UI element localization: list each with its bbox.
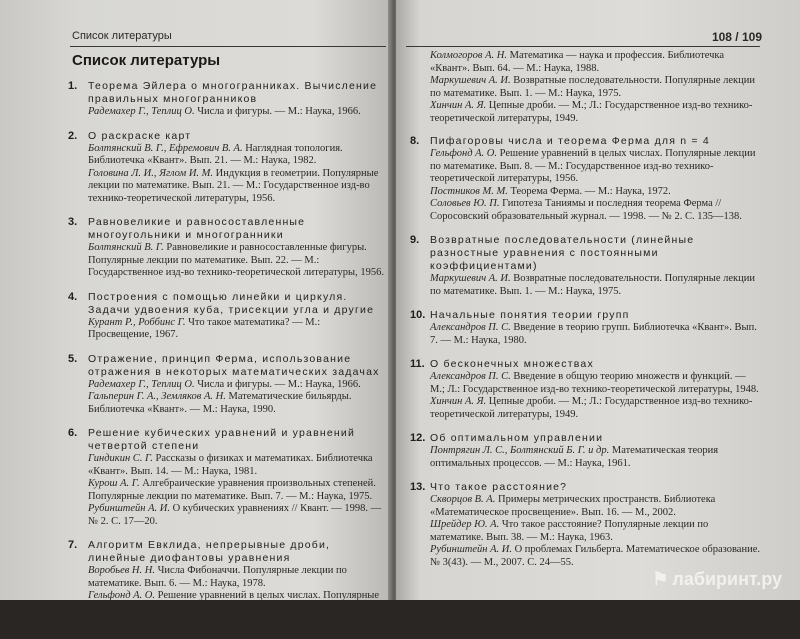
entry-topic: Отражение, принцип Ферма, использование отражения в некоторых математических задачах <box>88 352 380 378</box>
reference <box>430 273 762 298</box>
reference <box>430 322 762 347</box>
bibliography-entry <box>410 481 762 569</box>
reference-text: Возвратные последовательности. Популярные лекции по математике. Вып. 1. — М.: Наука, 1975. <box>430 273 756 297</box>
entry-topic: Что такое расстояние? <box>430 481 568 493</box>
reference-text: Математические бильярды. Библиотечка «Квант». — М.: Наука, 1990. <box>88 391 352 415</box>
reference-author: Рубинштейн А. И. <box>430 544 512 555</box>
entry-topic: Алгоритм Евклида, непрерывные дроби, линейные диофантовы уравнения <box>88 539 331 564</box>
entry-number: 10. <box>410 309 426 321</box>
header-rule <box>406 46 760 47</box>
reference-text: Решение уравнений в целых числах. Популярные лекции по математике. Вып. 8. — М.: Государственное изд-во технико-теоретической литературы, 1956. <box>88 590 380 626</box>
reference-text: О кубических уравнениях // Квант. — 1998. — № 2. С. 17—20. <box>88 503 382 527</box>
reference <box>88 478 386 503</box>
entries-group <box>410 135 762 569</box>
reference-text: Алгебраические уравнения произвольных степеней. Популярные лекции по математике. Вып. 7. — М.: Наука, 1975. <box>88 478 376 502</box>
entry-number: 8. <box>410 135 420 147</box>
bibliography-entry <box>410 432 762 470</box>
entry-number: 13. <box>410 481 426 493</box>
reference-text: Возвратные последовательности. Популярные лекции по математике. Вып. 1. — М.: Наука, 1975. <box>430 75 756 99</box>
reference-author: Радемахер Г., Теплиц О. <box>88 106 195 117</box>
reference-text: Числа и фигуры. — М.: Наука, 1966. <box>194 378 361 390</box>
reference <box>88 317 386 342</box>
entry-topic: Начальные понятия теории групп <box>430 309 630 321</box>
reference-author: Скворцов В. А. <box>430 494 496 505</box>
reference <box>88 453 386 478</box>
reference-author: Понтрягин Л. С., Болтянский Б. Г. и др. <box>430 445 610 456</box>
reference-text: Равновеликие и равносоставленные фигуры. Популярные лекции по математике. Вып. 22. — М.: Государственное изд-во технико-теоретической литературы, 1956. <box>88 242 384 278</box>
reference-author: Гельфонд А. О. <box>430 148 497 159</box>
bibliography-entry <box>410 309 762 347</box>
reference-author: Головина Л. И., Яглом И. М. <box>88 167 214 179</box>
reference-author: Соловьев Ю. П. <box>430 198 500 209</box>
reference <box>88 168 386 206</box>
reference <box>88 106 386 119</box>
bibliography-list <box>68 80 386 639</box>
reference <box>430 148 762 186</box>
reference-author: Маркушевич А. И. <box>430 75 511 86</box>
entry-topic: О раскраске карт <box>88 129 192 142</box>
reference-text: Наглядная топология. Библиотечка «Квант». Вып. 21. — М.: Наука, 1982. <box>88 142 343 166</box>
bibliography-entry <box>410 358 762 421</box>
reference-author: Александров П. С. <box>430 371 511 382</box>
reference-text: Что такое математика? — М.: Просвещение, 1967. <box>88 316 321 340</box>
reference <box>430 198 762 223</box>
reference-text: Гипотеза Таниямы и последняя теорема Ферма // Соросовский образовательный журнал. — 1998. — № 2. С. 135—138. <box>430 198 742 222</box>
entry-number: 2. <box>68 129 78 142</box>
left-page <box>0 0 392 626</box>
reference-author: Колмогоров А. Н. <box>430 50 507 61</box>
entry-number: 7. <box>68 539 78 551</box>
entry-topic: Теорема Эйлера о многогранниках. Вычисление правильных многогранников <box>88 80 378 105</box>
reference-author: Александров П. С. <box>430 322 511 333</box>
reference <box>430 445 762 470</box>
entry-topic: О бесконечных множествах <box>430 358 594 370</box>
section-title: Список литературы <box>72 52 221 69</box>
watermark <box>652 569 782 590</box>
reference <box>430 100 762 125</box>
reference <box>88 565 386 590</box>
reference-author: Болтянский В. Г. <box>88 242 164 253</box>
page-numbers: 108 / 109 <box>711 30 762 44</box>
reference-text: Рассказы о физиках и математиках. Библиотечка «Квант». Вып. 14. — М.: Наука, 1981. <box>88 453 373 477</box>
header-rule <box>70 46 386 47</box>
reference <box>430 519 762 544</box>
watermark-text: лабиринт.ру <box>672 569 782 589</box>
reference-text: Введение в теорию групп. Библиотечка «Квант». Вып. 7. — М.: Наука, 1980. <box>430 322 757 346</box>
entry-number: 1. <box>68 80 78 92</box>
reference-author: Гельфонд А. О. <box>88 590 155 601</box>
reference-text: Математическая теория оптимальных процессов. — М.: Наука, 1961. <box>430 445 719 469</box>
reference <box>88 503 386 528</box>
reference-text: Числа Фибоначчи. Популярные лекции по математике. Вып. 6. — М.: Наука, 1978. <box>88 565 347 589</box>
reference <box>88 391 386 416</box>
reference-author: Маркушевич А. И. <box>430 273 511 284</box>
entry-topic: Об оптимальном управлении <box>430 432 604 444</box>
reference-author: Гиндикин С. Г. <box>88 453 153 464</box>
reference <box>88 143 386 168</box>
label-icon: ⚑ <box>652 569 669 589</box>
reference-author: Хинчин А. Я. <box>430 100 487 111</box>
reference-author: Рубинштейн А. И. <box>88 503 170 514</box>
reference-text: Математика — наука и профессия. Библиотечка «Квант». Вып. 64. — М.: Наука, 1988. <box>430 50 725 74</box>
entry-number: 4. <box>68 290 78 303</box>
reference <box>430 371 762 396</box>
bibliography-entry <box>68 353 386 417</box>
right-page <box>396 0 800 600</box>
continued-entry <box>410 50 762 125</box>
reference <box>88 590 386 628</box>
reference-author: Хинчин А. Я. <box>430 396 487 407</box>
bibliography-entry <box>410 234 762 298</box>
bibliography-entry <box>68 539 386 628</box>
reference-author: Воробьев Н. Н. <box>88 565 155 576</box>
reference <box>430 50 762 75</box>
reference-author: Болтянский В. Г., Ефремович В. А. <box>88 142 243 154</box>
reference <box>430 396 762 421</box>
reference <box>88 242 386 280</box>
reference-text: Индукция в геометрии. Популярные лекции по математике. Вып. 21. — М.: Государственное изд-во технико-теоретической литературы, 1956. <box>88 167 379 204</box>
running-head: Список литературы <box>72 30 172 42</box>
reference <box>430 494 762 519</box>
reference-author: Курант Р., Роббинс Г. <box>88 316 186 328</box>
entry-topic: Равновеликие и равносоставленные многоугольники и многогранники <box>88 216 306 241</box>
reference-text: Цепные дроби. — М.; Л.: Государственное изд-во технико-теоретической литературы, 1949. <box>430 100 753 124</box>
reference-author: Радемахер Г., Теплиц О. <box>88 378 195 390</box>
reference-author: Постников М. М. <box>430 185 508 197</box>
bibliography-entry <box>68 130 386 206</box>
entry-number: 9. <box>410 234 420 246</box>
reference-text: Числа и фигуры. — М.: Наука, 1966. <box>194 106 361 117</box>
bibliography-entry <box>68 80 386 119</box>
reference <box>430 186 762 199</box>
reference-text: О проблемах Гильберта. Математическое образование. № 3(43). — М., 2007. С. 24—55. <box>430 544 760 568</box>
reference-text: Введение в общую теорию множеств и функций. — М.; Л.: Государственное изд-во технико-теоретической литературы, 1948. <box>430 371 759 395</box>
bibliography-list <box>410 50 762 580</box>
reference-text: Теорема Ферма. — М.: Наука, 1972. <box>507 185 671 197</box>
reference <box>430 544 762 569</box>
entry-topic: Возвратные последовательности (линейные разностные уравнения с постоянными коэффициентами) <box>430 234 695 272</box>
entry-number: 6. <box>68 427 78 439</box>
entry-number: 5. <box>68 352 78 365</box>
reference-author: Гальперин Г. А., Земляков А. Н. <box>88 391 226 402</box>
reference-author: Курош А. Г. <box>88 478 140 489</box>
entry-number: 11. <box>410 358 425 370</box>
bibliography-entry <box>68 216 386 280</box>
reference-text: Что такое расстояние? Популярные лекции по математике. Вып. 38. — М.: Наука, 1963. <box>430 519 709 543</box>
entry-number: 3. <box>68 216 78 228</box>
bibliography-entry <box>410 135 762 223</box>
entry-topic: Решение кубических уравнений и уравнений четвертой степени <box>88 427 356 452</box>
reference-author: Шрейдер Ю. А. <box>430 519 500 530</box>
reference <box>88 379 386 392</box>
entry-topic: Пифагоровы числа и теорема Ферма для n = 4 <box>430 135 710 147</box>
reference <box>430 75 762 100</box>
bibliography-entry <box>68 291 386 342</box>
reference-text: Решение уравнений в целых числах. Популярные лекции по математике. Вып. 8. — М.: Государственное изд-во технико-теоретической литературы, 1956. <box>430 148 756 184</box>
reference-text: Примеры метрических пространств. Библиотека «Математическое просвещение». Вып. 16. — М., 2002. <box>430 494 716 518</box>
bibliography-entry <box>68 427 386 528</box>
reference-text: Цепные дроби. — М.; Л.: Государственное изд-во технико-теоретической литературы, 1949. <box>430 396 753 420</box>
entry-topic: Построения с помощью линейки и циркуля. Задачи удвоения куба, трисекции угла и другие <box>88 290 375 316</box>
entry-number: 12. <box>410 432 426 444</box>
